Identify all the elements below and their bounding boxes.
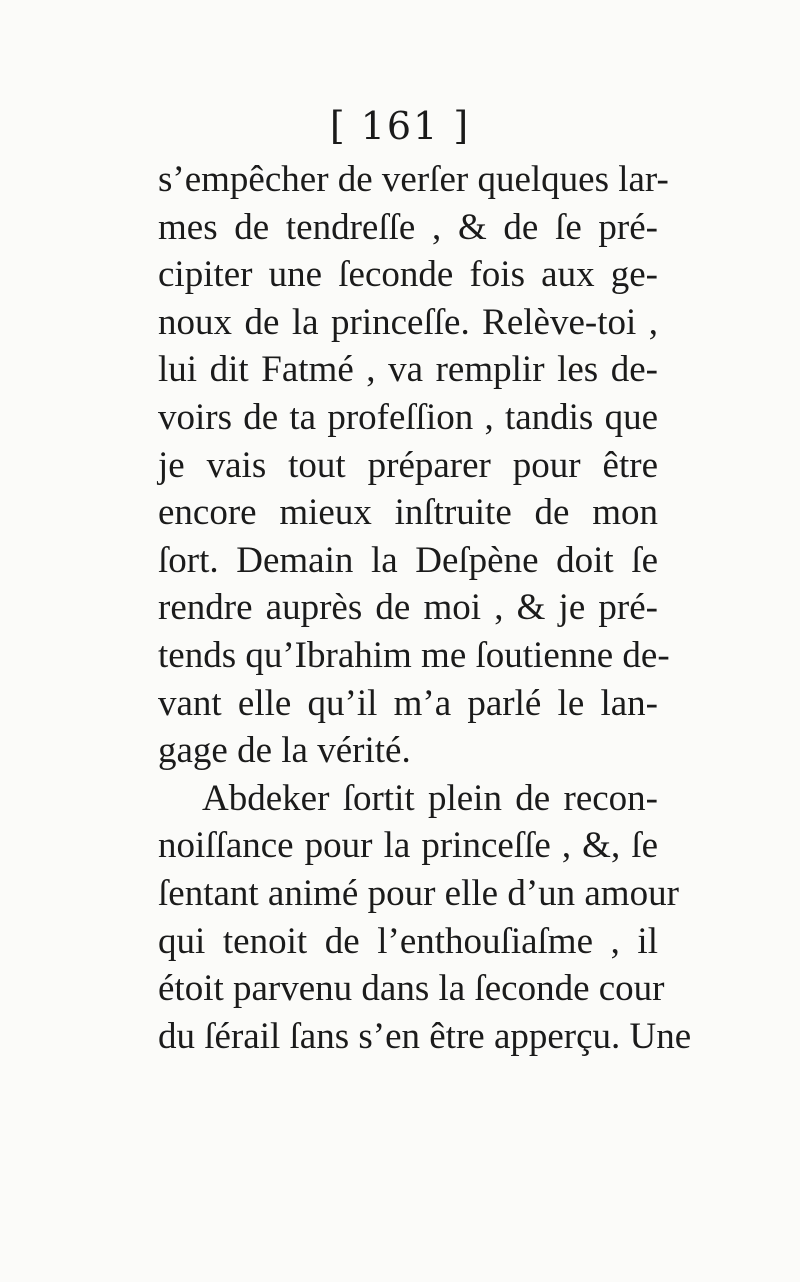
text-line: rendre auprès de moi , & je pré-: [158, 587, 658, 629]
text-line: qui tenoit de l’enthouſiaſme , il: [158, 920, 658, 962]
text-line: voirs de ta profeſſion , tandis que: [158, 396, 658, 438]
body-text: [158, 156, 692, 1060]
text-line: noiſſance pour la princeſſe , &, ſe: [158, 825, 658, 867]
text-line: encore mieux inſtruite de mon: [158, 492, 658, 534]
text-line: étoit parvenu dans la ſeconde cour: [158, 968, 665, 1010]
text-line: ſort. Demain la Deſpène doit ſe: [158, 539, 658, 581]
text-line: du ſérail ſans s’en être apperçu. Une: [158, 1015, 692, 1057]
text-line: mes de tendreſſe , & de ſe pré-: [158, 206, 658, 248]
text-line: s’empêcher de verſer quelques lar-: [158, 159, 669, 200]
text-line: ſentant animé pour elle d’un amour: [158, 872, 679, 914]
text-line: tends qu’Ibrahim me ſoutienne de-: [158, 634, 670, 676]
text-line: vant elle qu’il m’a parlé le lan-: [158, 682, 658, 724]
page-number: [ 161 ]: [329, 104, 471, 148]
text-line: je vais tout préparer pour être: [158, 444, 658, 486]
text-line: lui dit Fatmé , va remplir les de-: [158, 349, 658, 391]
text-line: cipiter une ſeconde fois aux ge-: [158, 254, 658, 296]
text-line: noux de la princeſſe. Relève-toi ,: [158, 301, 658, 343]
text-line: gage de la vérité.: [158, 730, 411, 772]
text-line: Abdeker ſortit plein de recon-: [202, 777, 658, 819]
